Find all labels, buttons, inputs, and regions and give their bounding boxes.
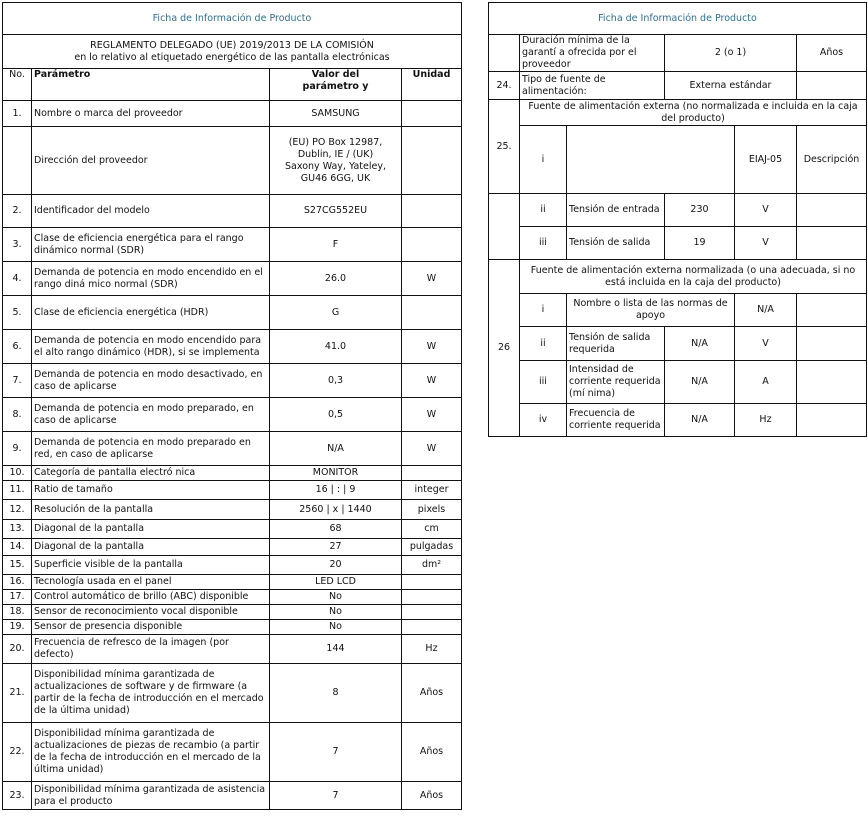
row-25-ii — [489, 194, 867, 227]
row-value: 8 — [270, 664, 402, 723]
regulation-line-2: en lo relativo al etiquetado energético de las pantalla electrónicas — [74, 51, 390, 63]
row-25-i-unit: Descripción — [797, 126, 867, 194]
header-param: Parámetro — [32, 69, 270, 101]
row-26-iv-unit: Hz — [735, 404, 797, 437]
row-value: 41.0 — [270, 330, 402, 364]
row-26-iv-value: N/A — [665, 404, 735, 437]
row-param: Nombre o marca del proveedor — [32, 101, 270, 127]
row-value: 2560 | x | 1440 — [270, 500, 402, 520]
row-25-i-idx: i — [520, 126, 567, 194]
row-26-iv — [489, 404, 867, 437]
row-no: 13. — [3, 520, 32, 539]
row-unit — [402, 575, 462, 590]
row-unit: Años — [402, 723, 462, 782]
row-value: 0,3 — [270, 364, 402, 398]
row-unit: Años — [402, 664, 462, 723]
row-value: 144 — [270, 635, 402, 664]
row-25-iii-label: Tensión de salida — [567, 227, 665, 260]
row-param: Resolución de la pantalla — [32, 500, 270, 520]
row-no: 1. — [3, 101, 32, 127]
row-unit: pulgadas — [402, 539, 462, 556]
table-row — [3, 556, 462, 575]
row-26-iii-idx: iii — [520, 361, 567, 404]
table-row — [3, 664, 462, 723]
row-param: Demanda de potencia en modo preparado, en caso de aplicarse — [32, 398, 270, 432]
row-unit: W — [402, 262, 462, 296]
row-param: Frecuencia de refresco de la imagen (por defecto) — [32, 635, 270, 664]
row-26-ii-value: N/A — [665, 327, 735, 361]
row-unit: dm² — [402, 556, 462, 575]
row-26-i-empty — [797, 294, 867, 327]
row-no: 19. — [3, 620, 32, 635]
row-24 — [489, 72, 867, 100]
row-unit: cm — [402, 520, 462, 539]
row-unit: Hz — [402, 635, 462, 664]
warranty-no — [489, 35, 520, 72]
row-no: 17. — [3, 590, 32, 605]
row-unit — [402, 228, 462, 262]
row-26-iii-label: Intensidad de corriente requerida (mí nima) — [567, 361, 665, 404]
left-title: Ficha de Información de Producto — [3, 3, 462, 35]
row-25-iii-value: 19 — [665, 227, 735, 260]
row-no: 15. — [3, 556, 32, 575]
row-no: 8. — [3, 398, 32, 432]
table-row — [3, 262, 462, 296]
table-row — [3, 539, 462, 556]
row-value: 68 — [270, 520, 402, 539]
row-26-ii — [489, 327, 867, 361]
table-row — [3, 590, 462, 605]
table-row — [3, 364, 462, 398]
row-value: 27 — [270, 539, 402, 556]
row-26-header: Fuente de alimentación externa normalizada (o una adecuada, si no está incluida en la caja del producto) — [520, 260, 867, 294]
row-value: 16 | : | 9 — [270, 481, 402, 500]
row-no: 12. — [3, 500, 32, 520]
row-unit — [402, 127, 462, 195]
row-26-iv-label: Frecuencia de corriente requerida — [567, 404, 665, 437]
row-unit — [402, 620, 462, 635]
regulation-line-1: REGLAMENTO DELEGADO (UE) 2019/2013 DE LA COMISIÓN — [90, 39, 374, 51]
row-26-i — [489, 294, 867, 327]
row-26-ii-idx: ii — [520, 327, 567, 361]
row-26-iii-value: N/A — [665, 361, 735, 404]
row-24-value: Externa estándar — [665, 72, 797, 100]
row-param: Demanda de potencia en modo encendido en el rango diná mico normal (SDR) — [32, 262, 270, 296]
table-row — [3, 101, 462, 127]
table-row — [3, 127, 462, 195]
row-no — [3, 127, 32, 195]
row-26-iv-idx: iv — [520, 404, 567, 437]
row-unit — [402, 590, 462, 605]
row-no: 14. — [3, 539, 32, 556]
row-25-ii-unit: V — [735, 194, 797, 227]
row-no: 23. — [3, 782, 32, 810]
row-no: 18. — [3, 605, 32, 620]
row-25-ii-label: Tensión de entrada — [567, 194, 665, 227]
table-row — [3, 575, 462, 590]
row-25-i-empty — [567, 126, 735, 194]
row-unit — [402, 101, 462, 127]
row-no: 20. — [3, 635, 32, 664]
row-25-i — [489, 126, 867, 194]
header-value: Valor del parámetro y — [270, 69, 402, 101]
row-value: N/A — [270, 432, 402, 466]
regulation-header — [3, 35, 462, 69]
row-value: No — [270, 590, 402, 605]
row-value: G — [270, 296, 402, 330]
table-row — [3, 520, 462, 539]
row-no: 5. — [3, 296, 32, 330]
row-26-iii-empty — [797, 361, 867, 404]
table-row — [3, 782, 462, 810]
row-25-header: Fuente de alimentación externa (no normalizada e incluida en la caja del producto) — [520, 100, 867, 126]
row-26-ii-empty — [797, 327, 867, 361]
header-unit: Unidad — [402, 69, 462, 101]
row-25-ii-value: 230 — [665, 194, 735, 227]
row-unit: integer — [402, 481, 462, 500]
row-param: Disponibilidad mínima garantizada de actualizaciones de software y de firmware (a partir de la fecha de introducción en el mercado de la última unidad) — [32, 664, 270, 723]
row-param: Diagonal de la pantalla — [32, 520, 270, 539]
row-26-i-idx: i — [520, 294, 567, 327]
row-24-no: 24. — [489, 72, 520, 100]
product-info-table-right — [488, 2, 867, 437]
table-row — [3, 432, 462, 466]
row-25-no: 25. — [489, 100, 520, 194]
row-param: Categoría de pantalla electró nica — [32, 466, 270, 481]
table-row — [3, 620, 462, 635]
row-25-iii-empty — [797, 227, 867, 260]
table-row — [3, 605, 462, 620]
row-value: No — [270, 620, 402, 635]
row-param: Demanda de potencia en modo preparado en red, en caso de aplicarse — [32, 432, 270, 466]
row-unit: W — [402, 330, 462, 364]
row-25-iii-idx: iii — [520, 227, 567, 260]
row-unit — [402, 466, 462, 481]
row-param: Ratio de tamaño — [32, 481, 270, 500]
row-param: Tecnología usada en el panel — [32, 575, 270, 590]
row-param: Demanda de potencia en modo encendido para el alto rango dinámico (HDR), si se implementa — [32, 330, 270, 364]
table-row — [3, 296, 462, 330]
row-26-ii-label: Tensión de salida requerida — [567, 327, 665, 361]
row-unit — [402, 195, 462, 228]
row-no: 22. — [3, 723, 32, 782]
row-no: 3. — [3, 228, 32, 262]
row-no: 7. — [3, 364, 32, 398]
row-param: Superficie visible de la pantalla — [32, 556, 270, 575]
header-no: No. — [3, 69, 32, 101]
table-row — [3, 466, 462, 481]
warranty-unit: Años — [797, 35, 867, 72]
row-value: 20 — [270, 556, 402, 575]
row-26-iii-unit: A — [735, 361, 797, 404]
product-info-table-left — [2, 2, 462, 810]
row-param: Dirección del proveedor — [32, 127, 270, 195]
table-row — [3, 195, 462, 228]
row-value: MONITOR — [270, 466, 402, 481]
row-25-ii-empty — [797, 194, 867, 227]
warranty-row — [489, 35, 867, 72]
table-row — [3, 635, 462, 664]
table-row — [3, 228, 462, 262]
row-value: No — [270, 605, 402, 620]
row-25-blank — [489, 194, 520, 260]
row-unit — [402, 605, 462, 620]
row-value: 26.0 — [270, 262, 402, 296]
row-param: Sensor de presencia disponible — [32, 620, 270, 635]
row-value: 7 — [270, 723, 402, 782]
row-value: 0,5 — [270, 398, 402, 432]
row-value: 7 — [270, 782, 402, 810]
row-25-i-value: EIAJ-05 — [735, 126, 797, 194]
table-row — [3, 330, 462, 364]
row-25-iii-unit: V — [735, 227, 797, 260]
row-24-empty — [797, 72, 867, 100]
row-param: Disponibilidad mínima garantizada de actualizaciones de piezas de recambio (a partir de la fecha de introducción en el mercado de la última unidad) — [32, 723, 270, 782]
row-unit: W — [402, 398, 462, 432]
row-param: Clase de eficiencia energética (HDR) — [32, 296, 270, 330]
row-no: 2. — [3, 195, 32, 228]
row-no: 6. — [3, 330, 32, 364]
row-24-label: Tipo de fuente de alimentación: — [520, 72, 665, 100]
row-value: F — [270, 228, 402, 262]
row-26-i-value: N/A — [735, 294, 797, 327]
row-param: Control automático de brillo (ABC) disponible — [32, 590, 270, 605]
right-title: Ficha de Información de Producto — [489, 3, 867, 35]
row-param: Disponibilidad mínima garantizada de asistencia para el producto — [32, 782, 270, 810]
row-26-i-label: Nombre o lista de las normas de apoyo — [567, 294, 735, 327]
row-param: Diagonal de la pantalla — [32, 539, 270, 556]
row-value: (EU) PO Box 12987, Dublin, IE / (UK) Saxony Way, Yateley, GU46 6GG, UK — [270, 127, 402, 195]
row-26-no: 26 — [489, 260, 520, 437]
row-26-iii — [489, 361, 867, 404]
row-25-ii-idx: ii — [520, 194, 567, 227]
row-param: Sensor de reconocimiento vocal disponible — [32, 605, 270, 620]
table-row — [3, 481, 462, 500]
table-row — [3, 500, 462, 520]
row-unit — [402, 296, 462, 330]
row-26-ii-unit: V — [735, 327, 797, 361]
row-param: Demanda de potencia en modo desactivado, en caso de aplicarse — [32, 364, 270, 398]
row-no: 10. — [3, 466, 32, 481]
row-param: Clase de eficiencia energética para el rango dinámico normal (SDR) — [32, 228, 270, 262]
row-unit: pixels — [402, 500, 462, 520]
row-no: 9. — [3, 432, 32, 466]
row-value: LED LCD — [270, 575, 402, 590]
row-unit: W — [402, 364, 462, 398]
row-no: 4. — [3, 262, 32, 296]
table-row — [3, 723, 462, 782]
row-26-iv-empty — [797, 404, 867, 437]
row-value: SAMSUNG — [270, 101, 402, 127]
row-no: 21. — [3, 664, 32, 723]
row-25-iii — [489, 227, 867, 260]
row-value: S27CG552EU — [270, 195, 402, 228]
table-row — [3, 398, 462, 432]
row-unit: Años — [402, 782, 462, 810]
warranty-value: 2 (o 1) — [665, 35, 797, 72]
row-no: 16. — [3, 575, 32, 590]
row-no: 11. — [3, 481, 32, 500]
row-param: Identificador del modelo — [32, 195, 270, 228]
row-unit: W — [402, 432, 462, 466]
warranty-label: Duración mínima de la garantí a ofrecida por el proveedor — [520, 35, 665, 72]
